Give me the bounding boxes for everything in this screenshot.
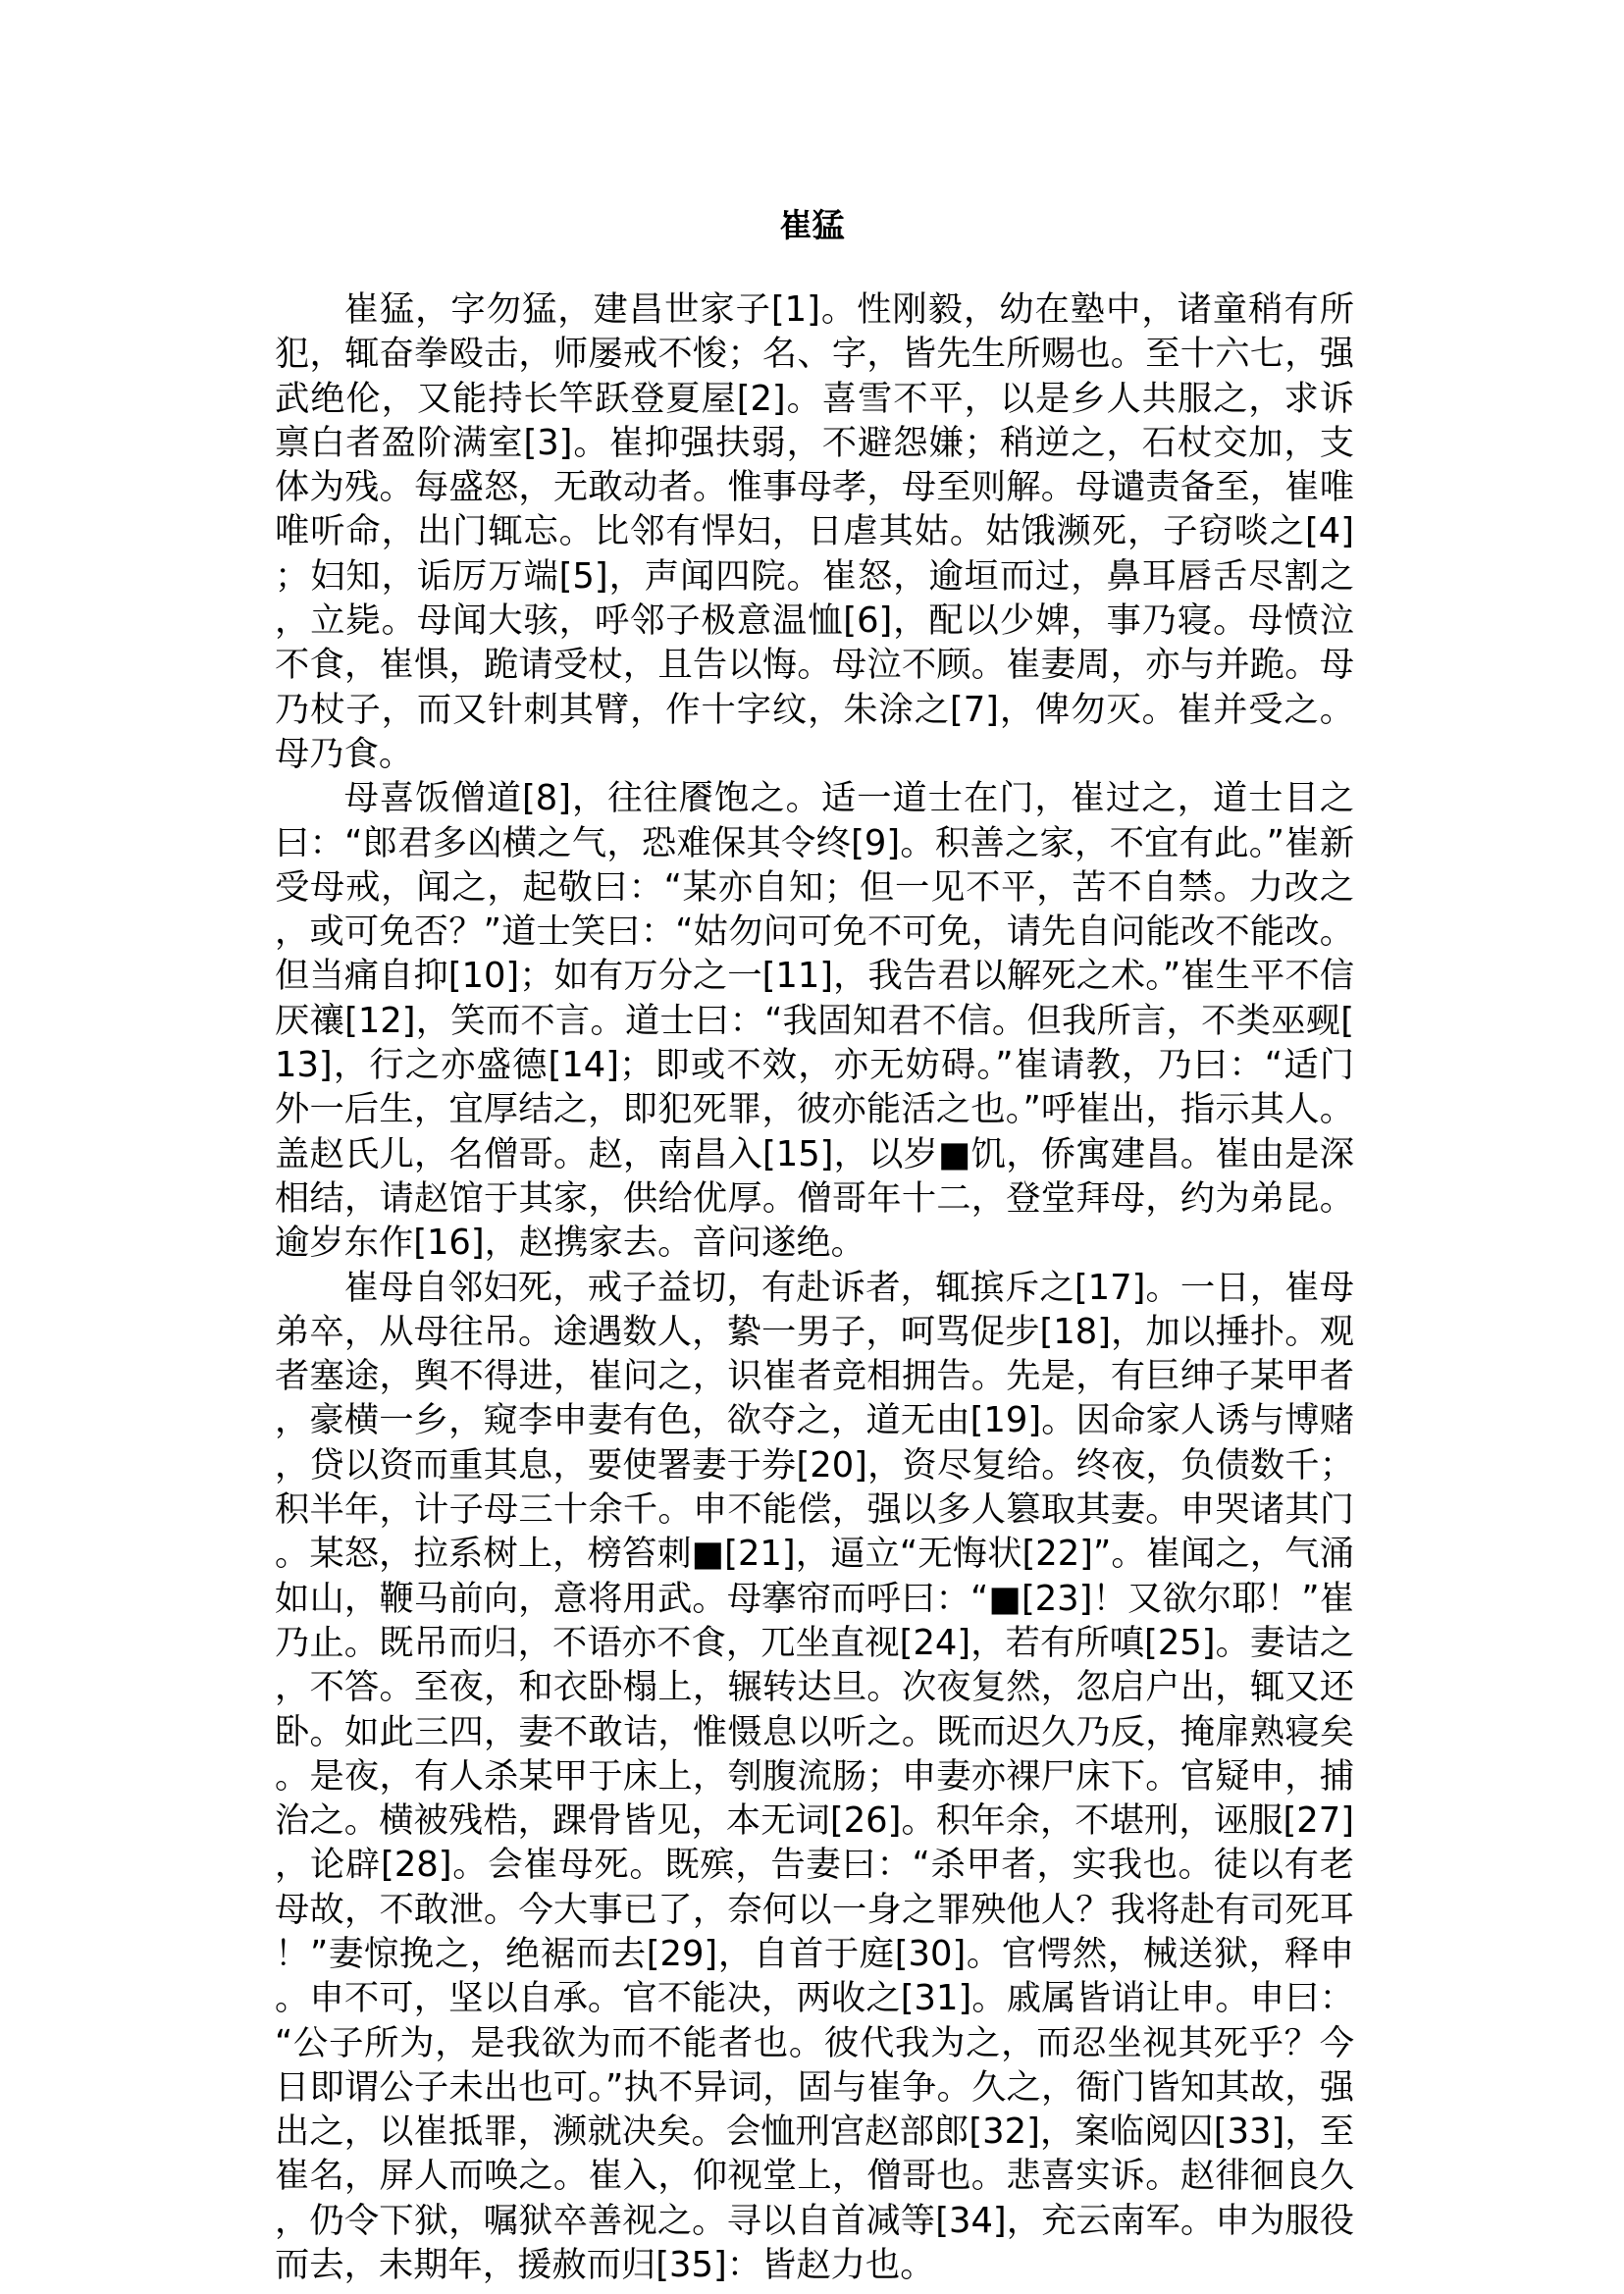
paragraph: 崔猛，字勿猛，建昌世家子[1]。性刚毅，幼在塾中，诸童稍有所犯，辄奋拳殴击，师屡戒不悛；名、字，皆先生所赐也。至十六七，强武绝伦，又能持长竿跃登夏屋[2]。喜雪不平，以是乡人共服之，求诉禀白者盈阶满室[3]。崔抑强扶弱，不避怨嫌；稍逆之，石杖交加，支体为残。每盛怒，无敢动者。惟事母孝，母至则解。母谴责备至，崔唯唯听命，出门辄忘。比邻有悍妇，日虐其姑。姑饿濒死，子窃啖之[4]；妇知，诟厉万端[5]，声闻四院。崔怒，逾垣而过，鼻耳唇舌尽割之，立毙。母闻大骇，呼邻子极意温恤[6]，配以少婢，事乃寝。母愤泣不食，崔惧，跪请受杖，且告以悔。母泣不顾。崔妻周，亦与并跪。母乃杖子，而又针刺其臂，作十字纹，朱涂之[7]，俾勿灭。崔并受之。母乃食。	[275, 289, 1354, 774]
paragraph: 崔母自邻妇死，戒子益切，有赴诉者，辄摈斥之[17]。一日，崔母弟卒，从母往吊。途遇数人，絷一男子，呵骂促步[18]，加以捶扑。观者塞途，舆不得进，崔问之，识崔者竞相拥告。先是，有巨绅子某甲者，豪横一乡，窥李申妻有色，欲夺之，道无由[19]。因命家人诱与博赌，贷以资而重其息，要使署妻于券[20]，资尽复给。终夜，负债数千；积半年，计子母三十余千。申不能偿，强以多人篡取其妻。申哭诸其门。某怒，拉系树上，榜笞刺■[21]，逼立“无悔状[22]”。崔闻之，气涌如山，鞭马前向，意将用武。母搴帘而呼曰：“■[23]！又欲尔耶！”崔乃止。既吊而归，不语亦不食，兀坐直视[24]，若有所嗔[25]。妻诘之，不答。至夜，和衣卧榻上，辗转达旦。次夜复然，忽启户出，辄又还卧。如此三四，妻不敢诘，惟慑息以听之。既而迟久乃反，掩扉熟寝矣。是夜，有人杀某甲于床上，刳腹流肠；申妻亦裸尸床下。官疑申，捕治之。横被残梏，踝骨皆见，本无词[26]。积年余，不堪刑，诬服[27]，论辟[28]。会崔母死。既殡，告妻曰：“杀甲者，实我也。徒以有老母故，不敢泄。今大事已了，奈何以一身之罪殃他人？我将赴有司死耳！”妻惊挽之，绝裾而去[29]，自首于庭[30]。官愕然，械送狱，释申。申不可，坚以自承。官不能决，两收之[31]。戚属皆诮让申。申曰：“公子所为，是我欲为而不能者也。彼代我为之，而忍坐视其死乎？今日即谓公子未出也可。”执不异词，固与崔争。久之，衙门皆知其故，强出之，以崔抵罪，濒就决矣。会恤刑宫赵部郎[32]，案临阅囚[33]，至崔名，屏人而唤之。崔入，仰视堂上，僧哥也。悲喜实诉。赵徘徊良久，仍令下狱，嘱狱卒善视之。寻以自首减等[34]，充云南军。申为服役而去，未期年，援赦而归[35]：皆赵力也。	[275, 1267, 1354, 2286]
paragraph: 母喜饭僧道[8]，往往餍饱之。适一道士在门，崔过之，道士目之曰：“郎君多凶横之气，恐难保其令终[9]。积善之家，不宜有此。”崔新受母戒，闻之，起敬曰：“某亦自知；但一见不平，苦不自禁。力改之，或可免否？”道士笑曰：“姑勿问可免不可免，请先自问能改不能改。但当痛自抑[10]；如有万分之一[11]，我告君以解死之术。”崔生平不信厌禳[12]，笑而不言。道士曰：“我固知君不信。但我所言，不类巫觋[13]，行之亦盛德[14]；即或不效，亦无妨碍。”崔请教，乃曰：“适门外一后生，宜厚结之，即犯死罪，彼亦能活之也。”呼崔出，指示其人。盖赵氏儿，名僧哥。赵，南昌入[15]，以岁■饥，侨寓建昌。崔由是深相结，请赵馆于其家，供给优厚。僧哥年十二，登堂拜母，约为弟昆。逾岁东作[16]，赵携家去。音问遂绝。	[275, 778, 1354, 1264]
document-body	[275, 287, 1354, 2287]
document-title: 崔猛	[779, 206, 845, 244]
